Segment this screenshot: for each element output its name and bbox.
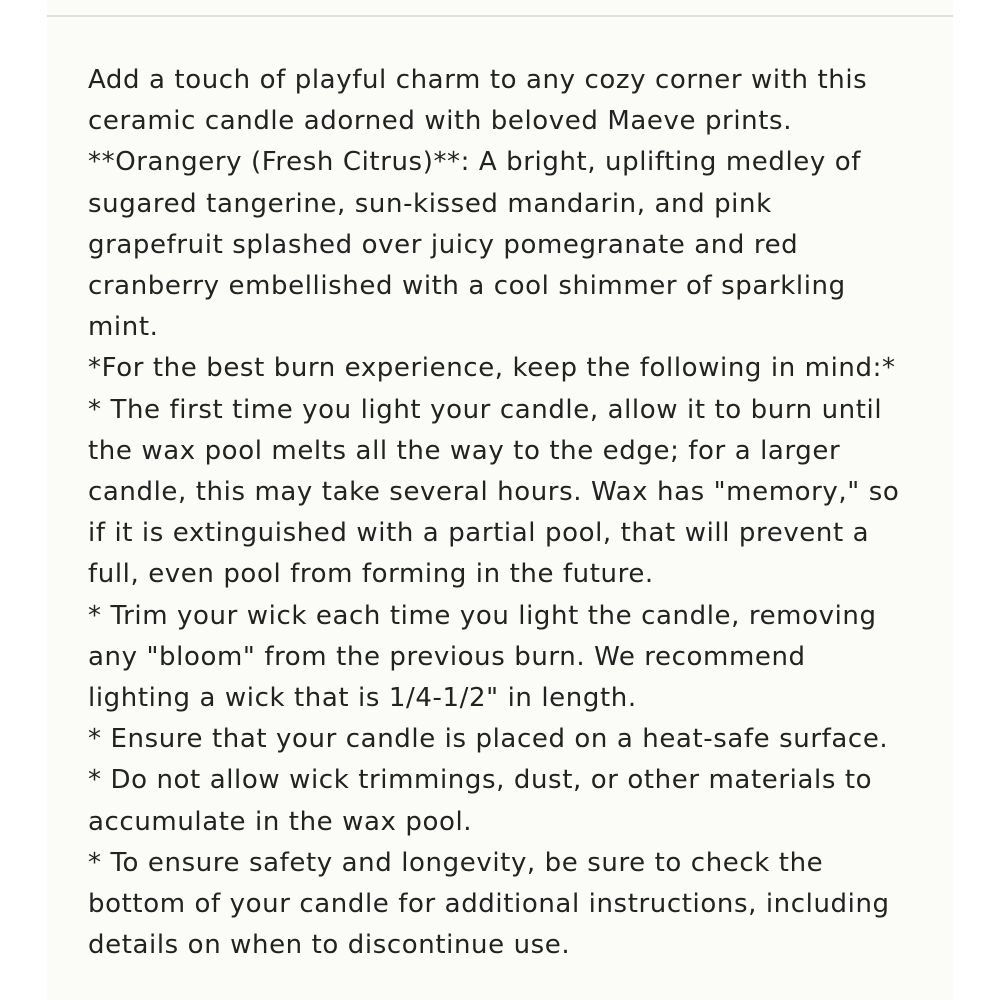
- description-line: the wax pool melts all the way to the edge; for a larger: [88, 435, 841, 466]
- description-line: details on when to discontinue use.: [88, 930, 571, 961]
- description-line: bottom of your candle for additional instructions, including: [88, 889, 890, 920]
- description-line: lighting a wick that is 1/4-1/2" in length.: [88, 683, 637, 714]
- description-line: * Ensure that your candle is placed on a heat-safe surface.: [88, 724, 889, 755]
- description-line: full, even pool from forming in the future.: [88, 559, 654, 590]
- description-line: * The first time you light your candle, allow it to burn until: [88, 394, 883, 425]
- description-line: **Orangery (Fresh Citrus)**: A bright, uplifting medley of: [88, 147, 861, 178]
- description-line: Add a touch of playful charm to any cozy corner with this: [88, 65, 868, 95]
- description-line: *For the best burn experience, keep the following in mind:*: [88, 353, 896, 384]
- description-line: candle, this may take several hours. Wax has "memory," so: [88, 477, 900, 508]
- description-line: accumulate in the wax pool.: [88, 806, 473, 837]
- description-line: mint.: [88, 312, 159, 343]
- product-description: [88, 60, 928, 966]
- description-line: any "bloom" from the previous burn. We recommend: [88, 641, 806, 672]
- description-line: * Do not allow wick trimmings, dust, or other materials to: [88, 765, 873, 796]
- description-line: * Trim your wick each time you light the candle, removing: [88, 600, 877, 631]
- description-line: sugared tangerine, sun-kissed mandarin, and pink: [88, 188, 772, 219]
- description-line: grapefruit splashed over juicy pomegranate and red: [88, 229, 799, 260]
- description-line: if it is extinguished with a partial pool, that will prevent a: [88, 518, 870, 549]
- description-line: cranberry embellished with a cool shimmer of sparkling: [88, 271, 846, 302]
- description-line: * To ensure safety and longevity, be sure to check the: [88, 847, 824, 878]
- description-line: ceramic candle adorned with beloved Maeve prints.: [88, 106, 793, 137]
- section-divider: [47, 15, 953, 17]
